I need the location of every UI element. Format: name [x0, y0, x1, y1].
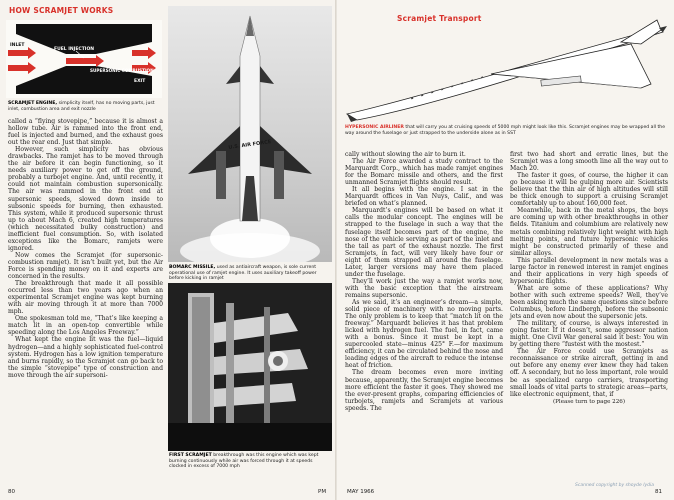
diagram-caption-text: simplicity itself, has no moving parts, just inlet, combustion area and exit nozzle	[8, 101, 155, 112]
continued-note: (Please turn to page 226)	[552, 398, 626, 405]
right-body-column-2	[510, 151, 668, 406]
issue-date: MAY 1966	[347, 489, 375, 495]
paragraph: As we said, it’s an engineer’s dream—a simple, solid piece of machinery with no moving parts. The only problem is to keep that “match lit on the freeway.” Marquardt believes it has that problem licked with hydrogen fuel. The fuel, in fact, came with a bonus. Since it must be kept in a supercooled state—minus 425° F.—for maximum efficiency, it can be circulated behind the nose and leading edges of the aircraft to reduce the intense heat of friction.	[345, 298, 503, 370]
paragraph: The breakthrough that made it all possible occurred less than two years ago when an experimental Scramjet engine was kept burning with air moving through it at more than 7000 mph.	[8, 280, 163, 316]
airliner-caption	[345, 125, 671, 136]
paragraph: They’ll work just the way a ramjet works now, with the basic exception that the airstream remains supersonic.	[345, 277, 503, 299]
section-title: HOW SCRAMJET WORKS	[9, 6, 114, 15]
airliner-caption-lead: HYPERSONIC AIRLINER	[345, 125, 404, 130]
paragraph: One spokesman told me, “That’s like keeping a match lit in an open-top convertible while speeding along the Los Angeles Freeway.”	[8, 315, 163, 337]
inlet-label: INLET	[10, 43, 25, 48]
paragraph: Meanwhile, back in the metal shops, the boys are coming up with other breakthroughs in other fields. Titanium and columbium are relatively new metals combining relatively light weight with high melting points, and future hypersonic vehicles might be constructed primarily of these and similar alloys.	[510, 207, 668, 257]
magazine-name: PM	[318, 489, 327, 495]
paragraph: Marquardt’s engines will be based on what it calls the modular concept. The engines will be strapped to the fuselage in such a way that the fuselage itself becomes part of the engine, the nose of the vehicle serving as part of the inlet and the tail as part of the exhaust nozzle. The first Scramjets, in fact, will very likely have four or eight of them strapped all around the fuselage. Later, larger versions may have them placed under the fuselage.	[345, 207, 503, 278]
right-page	[337, 0, 674, 500]
first-scramjet-photo	[168, 283, 332, 451]
right-body-column-1	[345, 151, 503, 412]
bomarc-caption	[169, 265, 331, 282]
bomarc-caption-lead: BOMARC MISSILE,	[169, 265, 216, 270]
paragraph: The faster it goes, of course, the higher it can go because it will be gulping more air. Scientists believe that the thin air of high altitudes will still be thick enough to support a cruising Scramjet comfortably up to about 160,000 feet.	[510, 172, 668, 208]
paragraph: Now comes the Scramjet (for supersonic-combustion ramjet). It isn’t built yet, but the Air Force is spending money on it and experts are concerned in the results.	[8, 251, 163, 281]
paragraph: The military, of course, is always interested in going faster. If it doesn’t, some aggressor nation might. One Civil War general said it best: You win by getting there “fustest with the mostest.”	[510, 320, 668, 349]
supersonic-combustion-label: SUPERSONIC COMBUSTION	[90, 68, 154, 73]
fuel-injection-label: FUEL INJECTION	[54, 47, 95, 52]
scramjet-engine-diagram	[6, 20, 162, 98]
paragraph: The Air Force awarded a study contract to the Marquardt Corp., which has made ramjet engines for the Bomarc missile and others, and the first unmanned Scramjet flights should result.	[345, 158, 503, 187]
section-title: Scramjet Transport	[397, 14, 482, 23]
paragraph: The Air Force could use Scramjets as reconnaissance or strike aircraft, getting in and out before any enemy ever knew they had taken off. A secondary, but no less important, role would be as specialized cargo carriers, transporting small loads of vital parts to strategic areas—parts, like electronic equipment, that, if	[510, 348, 668, 398]
paragraph: This parallel development in new metals was a large factor in renewed interest in ramjet engines and their applications in very high speeds of hypersonic flights.	[510, 256, 668, 285]
bomarc-caption-text: used as antiaircraft weapon, is sole current operational use of ramjet engine. It uses auxiliary takeoff power before kicking in ramjet	[169, 265, 317, 282]
left-body-column	[8, 118, 163, 379]
exit-label: EXIT	[134, 79, 146, 84]
paragraph: What are some of these applications? Why bother with such extreme speeds? Well, they’ve been asking much the same questions since before Columbus, before Lindbergh, before the subsonic jets and even now about the supersonic jets.	[510, 284, 668, 321]
paragraph: What kept the engine lit was the fuel—liquid hydrogen—and a highly sophisticated fuel-control system. Hydrogen has a low ignition temperature and burns rapidly, so the Scramjet can go back to the simple “stovepipe” type of construction and move through the air supersoni-	[8, 336, 163, 379]
paragraph: called a “flying stovepipe,” because it is almost a hollow tube. Air is rammed into the front end, fuel is injected and burned, and the exhaust goes out the rear end. Just that simple.	[8, 118, 163, 147]
diagram-caption	[8, 101, 160, 112]
page-number-left: 80	[8, 489, 15, 495]
page-number-right: 81	[655, 489, 662, 495]
first-scramjet-caption-lead: FIRST SCRAMJET	[169, 453, 212, 458]
paragraph: first two had short and erratic lines, but the Scramjet was a long smooth line all the way out to Mach 20.	[510, 151, 668, 173]
hypersonic-airliner-illustration	[341, 18, 671, 122]
airliner-caption-text: that will carry you at cruising speeds of 5000 mph might look like this. Scramjet engines may be wrapped all the way around the fuselage or just strapped to the underside alone as in SST	[345, 125, 666, 136]
handwritten-note: Scanned copyright by shoyde lydia	[575, 483, 654, 488]
diagram-caption-lead: SCRAMJET ENGINE,	[8, 101, 58, 106]
paragraph: cally without slowing the air to burn it.	[345, 151, 466, 158]
paragraph: It all begins with the engine. I sat in the Marquardt offices in Van Nuys, Calif., and was briefed on what’s planned.	[345, 186, 503, 208]
paragraph: However, such simplicity has obvious drawbacks. The ramjet has to be moved through the air before it can begin functioning, so it needs auxiliary power to get off the ground, probably a turbojet engine. And, until recently, it could not maintain combustion supersonically. The air was rammed in the front end at supersonic speeds, slowed down inside to subsonic speeds for burning, then exhausted. This system, while it produced supersonic thrust up to about Mach 6, created high temperatures (which necessitated bulky construction) and inefficient fuel consumption. So, with isolated exceptions like the Bomarc, ramjets were ignored.	[8, 146, 163, 252]
paragraph: The dream becomes even more inviting because, apparently, the Scramjet engine becomes more efficient the faster it goes. They showed me the ever-present graphs, comparing efficiencies of turbojets, ramjets and Scramjets at various speeds. The	[345, 369, 503, 412]
first-scramjet-caption-text: breakthrough was this engine which was kept burning continuously while air was forced through it at speeds clocked in excess of 7000 mph	[169, 453, 319, 470]
first-scramjet-caption	[169, 453, 331, 470]
bomarc-missile-photo	[168, 6, 332, 262]
missile-marking: U.S. AIR FORCE	[228, 139, 272, 151]
